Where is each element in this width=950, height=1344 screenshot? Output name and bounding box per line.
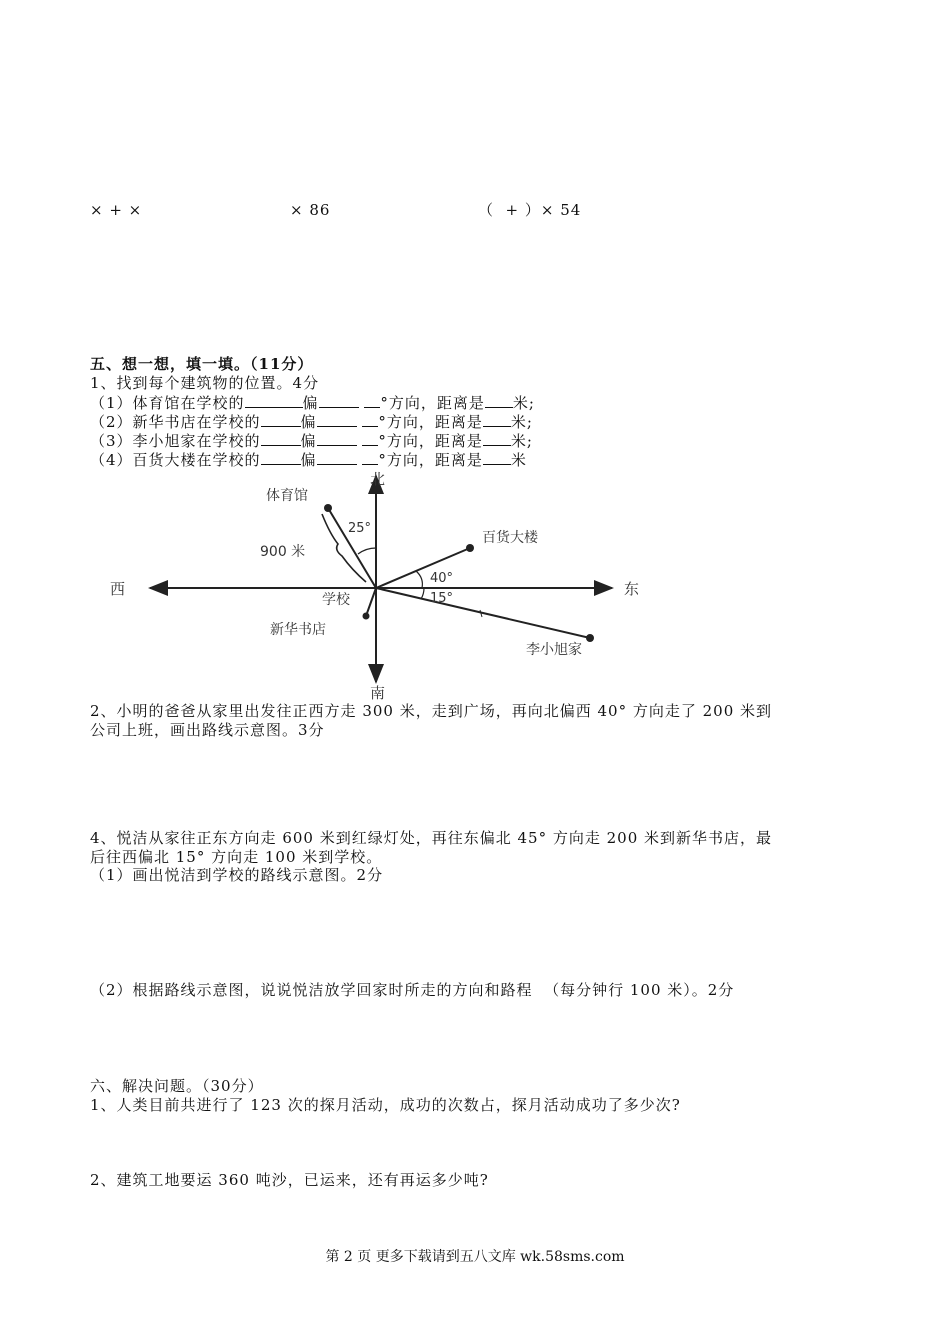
gym-point: [324, 504, 332, 512]
section-6-title: 六、解决问题。（30分）: [90, 1077, 264, 1095]
home-label: 李小旭家: [526, 642, 582, 658]
bookstore-point: [363, 613, 370, 620]
angle-arc: [421, 588, 424, 599]
answer-blank[interactable]: [261, 431, 301, 446]
fill-item-text: 偏: [300, 413, 317, 431]
answer-blank[interactable]: [483, 450, 511, 465]
fill-item-4: [90, 450, 527, 470]
bookstore-line: [366, 588, 376, 616]
answer-blank[interactable]: [362, 412, 378, 427]
question-5-2-line-1: 2、小明的爸爸从家里出发往正西方走 300 米，走到广场，再向北偏西 40° 方向走了 200 米到: [90, 702, 773, 720]
gym-line: [328, 508, 376, 588]
answer-blank[interactable]: [364, 393, 380, 408]
answer-blank[interactable]: [317, 412, 357, 427]
fill-item-text: 米;: [510, 413, 533, 431]
answer-blank[interactable]: [317, 450, 357, 465]
gym-angle-label: 25°: [348, 521, 372, 536]
question-5-1-prompt: 1、找到每个建筑物的位置。4分: [90, 374, 320, 392]
fill-item-text: 米: [510, 451, 527, 469]
answer-blank[interactable]: [319, 393, 359, 408]
answer-blank[interactable]: [317, 431, 357, 446]
question-5-4-line-2: 后往西偏北 15° 方向走 100 米到学校。: [90, 848, 383, 866]
direction-diagram: [90, 470, 660, 700]
angle-arc: [358, 548, 376, 554]
fill-item-text: 米;: [510, 432, 533, 450]
fill-item-text: （3）李小旭家在学校的: [90, 432, 261, 450]
answer-blank[interactable]: [261, 412, 301, 427]
west-label: 西: [110, 580, 126, 598]
fill-item-2: [90, 412, 533, 432]
fill-item-text: °方向，距离是: [380, 394, 485, 412]
page-footer: 第 2 页 更多下载请到五八文库 wk.58sms.com: [325, 1249, 625, 1265]
question-6-1: 1、人类目前共进行了 123 次的探月活动，成功的次数占，探月活动成功了多少次?: [90, 1096, 681, 1114]
school-label: 学校: [322, 592, 350, 608]
fill-item-text: °方向，距离是: [378, 432, 483, 450]
bookstore-label: 新华书店: [270, 622, 326, 638]
answer-blank[interactable]: [362, 431, 378, 446]
fill-item-text: 偏: [302, 394, 319, 412]
answer-blank[interactable]: [245, 393, 303, 408]
gym-distance-label: 900 米: [260, 544, 306, 560]
question-6-2: 2、建筑工地要运 360 吨沙，已运来，还有再运多少吨?: [90, 1171, 489, 1189]
south-label: 南: [370, 684, 386, 700]
fill-item-text: （4）百货大楼在学校的: [90, 451, 261, 469]
home-line: [376, 588, 590, 638]
store-line: [376, 548, 470, 588]
home-angle-label: 15°: [430, 591, 454, 606]
fill-item-text: （1）体育馆在学校的: [90, 394, 245, 412]
fill-item-text: （2）新华书店在学校的: [90, 413, 261, 431]
angle-arc: [416, 571, 422, 588]
store-point: [466, 544, 474, 552]
section-5-title: 五、想一想，填一填。（11分）: [90, 355, 314, 373]
question-5-4-line-1: 4、悦洁从家往正东方向走 600 米到红绿灯处，再往东偏北 45° 方向走 200 米到新华书店，最: [90, 829, 773, 847]
fill-item-text: 偏: [300, 451, 317, 469]
store-label: 百货大楼: [482, 530, 538, 546]
calc-expression-3: （ + ）× 54: [478, 201, 582, 219]
north-label: 北: [370, 470, 386, 488]
answer-blank[interactable]: [362, 450, 378, 465]
fill-item-1: [90, 393, 535, 413]
fill-item-text: °方向，距离是: [378, 413, 483, 431]
answer-blank[interactable]: [261, 450, 301, 465]
calc-expression-2: × 86: [290, 201, 331, 219]
question-5-2-line-2: 公司上班，画出路线示意图。3分: [90, 721, 325, 739]
fill-item-text: 偏: [300, 432, 317, 450]
fill-item-3: [90, 431, 533, 451]
fill-item-text: 米;: [512, 394, 535, 412]
east-label: 东: [624, 580, 640, 598]
home-point: [586, 634, 594, 642]
question-5-4-sub-2: （2）根据路线示意图，说说悦洁放学回家时所走的方向和路程 （每分钟行 100 米）。2分: [90, 981, 735, 999]
question-5-4-sub-1: （1）画出悦洁到学校的路线示意图。2分: [90, 866, 384, 884]
calc-expression-1: × + ×: [90, 201, 143, 219]
answer-blank[interactable]: [483, 431, 511, 446]
fill-item-text: °方向，距离是: [378, 451, 483, 469]
store-angle-label: 40°: [430, 571, 454, 586]
answer-blank[interactable]: [483, 412, 511, 427]
gym-label: 体育馆: [266, 488, 308, 504]
answer-blank[interactable]: [485, 393, 513, 408]
